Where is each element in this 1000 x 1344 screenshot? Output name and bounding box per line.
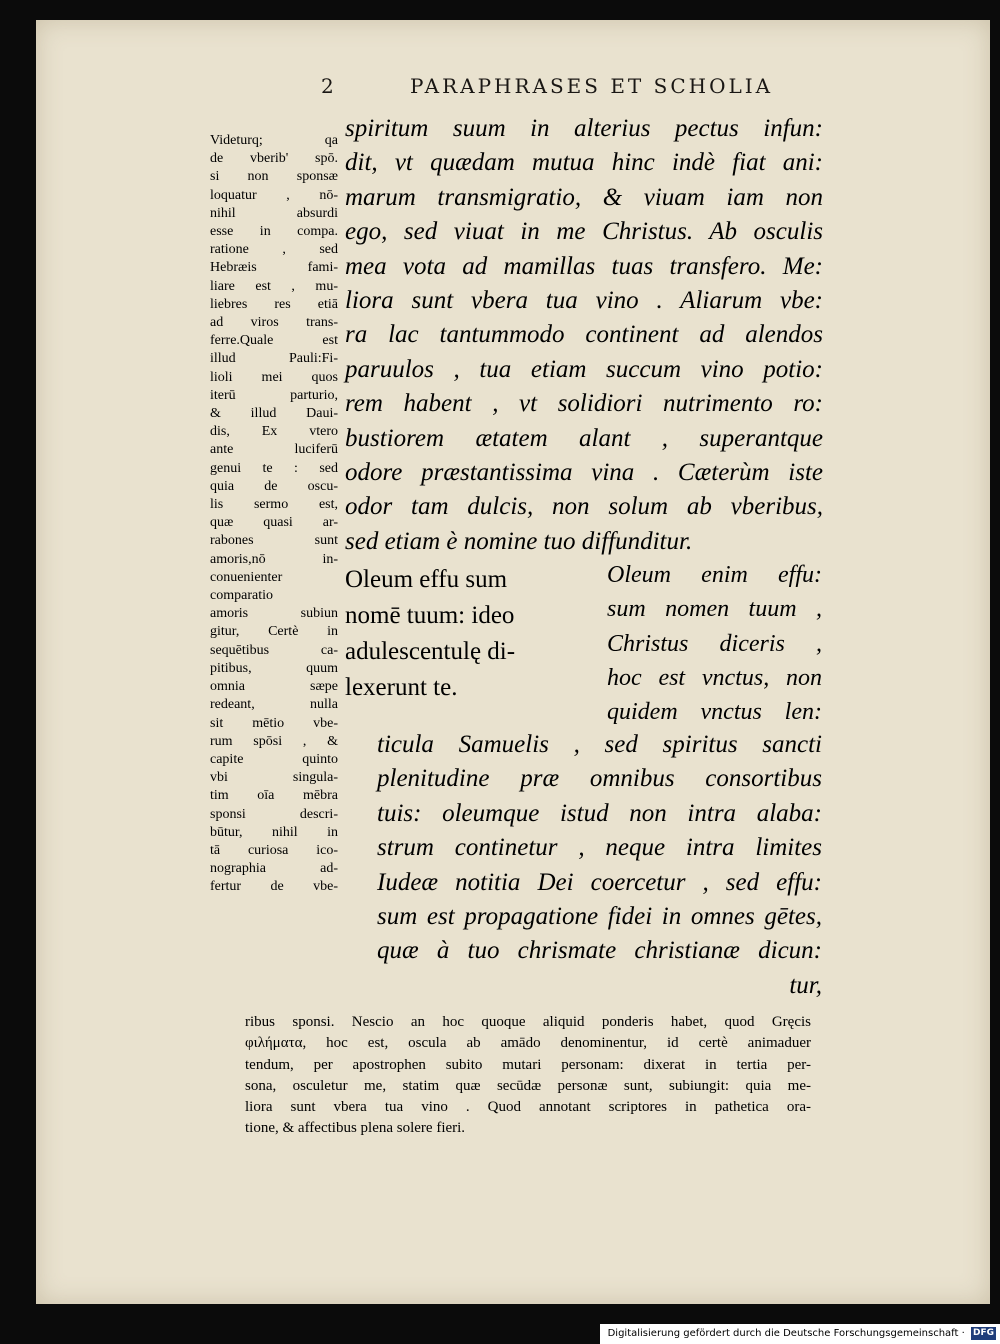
margin-note-line: rum spōsi , &: [210, 733, 338, 749]
margin-note-line: si non sponsæ: [210, 169, 338, 185]
margin-note-line: conuenienter: [210, 569, 283, 585]
margin-note-line: illud Pauli:Fi-: [210, 351, 338, 367]
commentary-line: tuis: oleumque istud non intra alaba:: [377, 799, 822, 827]
commentary-line: Christus diceris ,: [607, 630, 822, 657]
margin-note-line: iterū parturio,: [210, 387, 338, 403]
margin-note-line: sponsi descri-: [210, 806, 338, 822]
margin-note-line: vbi singula-: [210, 770, 338, 786]
running-title: PARAPHRASES ET SCHOLIA: [410, 74, 774, 98]
margin-note-line: liebres res etiā: [210, 296, 338, 312]
margin-note-line: lioli mei quos: [210, 369, 338, 385]
margin-note-line: & illud Daui-: [210, 406, 338, 422]
lemma-line: adulescentulę di-: [345, 638, 516, 665]
paraphrase-line: sed etiam è nomine tuo diffunditur.: [345, 527, 693, 555]
margin-note-line: tā curiosa ico-: [210, 842, 338, 858]
commentary-lower-block: [377, 728, 822, 1003]
funding-credit: Digitalisierung gefördert durch die Deutsche Forschungsgemeinschaft ·: [607, 1328, 965, 1339]
margin-note-line: ratione , sed: [210, 242, 338, 258]
margin-note-line: gitur, Certè in: [210, 624, 338, 640]
lemma-line: nomē tuum: ideo: [345, 602, 515, 629]
paraphrase-line: marum transmigratio, & viuam iam non: [345, 183, 823, 211]
commentary-line: Iudeæ notitia Dei coercetur , sed effu:: [377, 868, 822, 896]
bottom-note-line: sona, osculetur me, statim quæ secūdæ personæ sunt, subiungit: quia me-: [245, 1077, 811, 1094]
lemma-line: Oleum effu sum: [345, 566, 508, 593]
paraphrase-line: odore præstantissima vina . Cæterùm iste: [345, 459, 823, 487]
margin-note-line: dis, Ex vtero: [210, 424, 338, 440]
paraphrase-line: ra lac tantummodo continent ad alendos: [345, 321, 823, 349]
margin-note-line: loquatur , nō-: [210, 187, 338, 203]
margin-note-line: nographia ad-: [210, 861, 338, 877]
paraphrase-line: mea vota ad mamillas tuas transfero. Me:: [345, 252, 823, 280]
margin-note-line: liare est , mu-: [210, 278, 338, 294]
margin-note-line: quæ quasi ar-: [210, 515, 338, 531]
paraphrase-line: paruulos , tua etiam succum vino potio:: [345, 355, 823, 383]
margin-note-line: ante luciferū: [210, 442, 338, 458]
margin-note-line: esse in compa.: [210, 224, 338, 240]
paraphrase-line: spiritum suum in alterius pectus infun:: [345, 115, 823, 142]
scripture-lemma: [345, 562, 595, 706]
margin-note-line: rabones sunt: [210, 533, 338, 549]
commentary-line: sum est propagatione fidei in omnes gētes,: [377, 903, 822, 931]
page-number: 2: [321, 74, 334, 98]
margin-note-line: Videturq; qa: [210, 133, 338, 148]
bottom-note-line: φιλήματα, hoc est, oscula ab amādo denominentur, id certè animaduer: [245, 1035, 811, 1052]
margin-note-line: fertur de vbe-: [210, 879, 338, 895]
commentary-line: tur,: [789, 971, 822, 999]
paraphrase-line: rem habent , vt solidiori nutrimento ro:: [345, 390, 823, 418]
margin-note-line: redeant, nulla: [210, 697, 338, 713]
paraphrase-line: bustiorem ætatem alant , superantque: [345, 424, 823, 452]
paraphrase-line: liora sunt vbera tua vino . Aliarum vbe:: [345, 287, 823, 315]
margin-note: [210, 132, 338, 897]
commentary-line: sum nomen tuum ,: [607, 596, 822, 623]
commentary-line: ticula Samuelis , sed spiritus sancti: [377, 731, 822, 758]
commentary-line: Oleum enim effu:: [607, 562, 822, 588]
commentary-line: hoc est vnctus, non: [607, 664, 822, 691]
margin-note-line: lis sermo est,: [210, 497, 338, 513]
margin-note-line: tim oīa mēbra: [210, 788, 338, 804]
bottom-note-line: ribus sponsi. Nescio an hoc quoque aliquid ponderis habet, quod Gręcis: [245, 1014, 811, 1030]
margin-note-line: amoris,nō in-: [210, 551, 338, 567]
commentary-line: quæ à tuo chrismate christianæ dicun:: [377, 937, 822, 965]
margin-note-line: capite quinto: [210, 751, 338, 767]
footer-banner: [600, 1324, 1000, 1344]
margin-note-line: būtur, nihil in: [210, 824, 338, 840]
margin-note-line: nihil absurdi: [210, 205, 338, 221]
bottom-note-line: tendum, per apostrophen subito mutari personam: dixerat in tertia per-: [245, 1056, 811, 1073]
paraphrase-line: odor tam dulcis, non solum ab vberibus,: [345, 493, 823, 521]
dfg-logo[interactable]: DFG: [972, 1327, 994, 1338]
margin-note-line: ad viros trans-: [210, 315, 338, 331]
margin-note-line: amoris subiun: [210, 606, 338, 622]
margin-note-line: ferre.Quale est: [210, 333, 338, 349]
margin-note-line: sit mētio vbe-: [210, 715, 338, 731]
paraphrase-line: dit, vt quædam mutua hinc indè fiat ani:: [345, 149, 823, 177]
commentary-line: quidem vnctus len:: [607, 699, 822, 726]
margin-note-line: Hebræis fami-: [210, 260, 338, 276]
paraphrase-text: [345, 112, 823, 559]
bottom-note: [245, 1012, 811, 1140]
bottom-note-line: liora sunt vbera tua vino . Quod annotant scriptores in pathetica ora-: [245, 1099, 811, 1116]
commentary-right-column: [607, 558, 822, 729]
margin-note-line: quia de oscu-: [210, 478, 338, 494]
lemma-line: lexerunt te.: [345, 674, 458, 701]
margin-note-line: de vberib' spō.: [210, 151, 338, 167]
margin-note-line: genui te : sed: [210, 460, 338, 476]
margin-note-line: omnia sæpe: [210, 679, 338, 695]
commentary-line: strum continetur , neque intra limites: [377, 834, 822, 862]
commentary-line: plenitudine præ omnibus consortibus: [377, 765, 822, 793]
margin-note-line: pitibus, quum: [210, 660, 338, 676]
paraphrase-line: ego, sed viuat in me Christus. Ab osculis: [345, 218, 823, 246]
margin-note-line: comparatio: [210, 588, 273, 604]
bottom-note-line: tione, & affectibus plena solere fieri.: [245, 1120, 466, 1137]
margin-note-line: sequētibus ca-: [210, 642, 338, 658]
